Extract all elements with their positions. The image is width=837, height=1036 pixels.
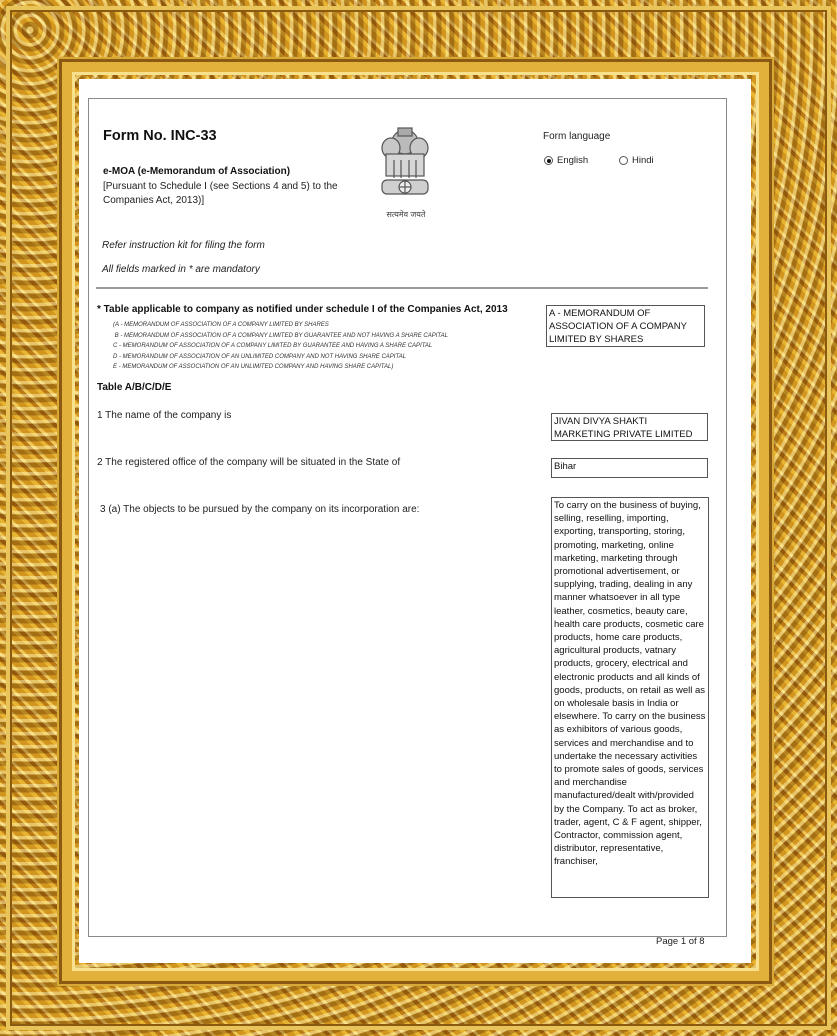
language-option-label: English: [557, 155, 589, 166]
table-applicable-heading: * Table applicable to company as notified under schedule I of the Companies Act, 2013: [97, 304, 508, 315]
registered-state-label: 2 The registered office of the company will be situated in the State of: [97, 457, 401, 468]
registered-state-field[interactable]: Bihar: [551, 458, 708, 478]
table-options-list: [113, 320, 448, 373]
radio-unchecked-icon[interactable]: [619, 156, 628, 165]
form-title: e-MOA (e-Memorandum of Association): [103, 166, 291, 177]
instruction-note: Refer instruction kit for filing the form: [102, 240, 265, 251]
table-option-item: D - MEMORANDUM OF ASSOCIATION OF AN UNLIMITED COMPANY AND NOT HAVING SHARE CAPITAL: [113, 353, 407, 360]
table-abcde-heading: Table A/B/C/D/E: [97, 382, 172, 393]
document-paper: [79, 79, 751, 963]
table-option-item: B - MEMORANDUM OF ASSOCIATION OF A COMPANY LIMITED BY GUARANTEE AND NOT HAVING A SHARE CAPITAL: [113, 332, 448, 339]
form-sheet: [88, 98, 727, 937]
form-language-label: Form language: [543, 131, 611, 142]
objects-label: 3 (a) The objects to be pursued by the company on its incorporation are:: [100, 504, 420, 515]
table-option-item: E - MEMORANDUM OF ASSOCIATION OF AN UNLIMITED COMPANY AND HAVING SHARE CAPITAL): [113, 364, 394, 370]
mandatory-note: All fields marked in * are mandatory: [102, 264, 260, 275]
objects-textarea[interactable]: To carry on the business of buying, selling, reselling, importing, exporting, transporting, storing, promoting, marketing, online marketing, marketing through promotional advertisement, or supplying, trading, dealing in any manner whatsoever in all type leather, cosmetics, beauty care, health care products, cosmetic care products, home care products, agricultural products, vatnary products, grocery, electrical and electronic products and all kinds of goods, products, on retail as well as on wholesale basis in India or elsewhere. To carry on the business as exhibitors of various goods, services and merchandise and to undertake the necessary activities to promote sales of goods, services and merchandise manufactured/dealt with/provided by the Company. To act as broker, trader, agent, C & F agent, shipper, Contractor, commission agent, distributor, representative, franchiser,: [551, 497, 709, 898]
company-name-field[interactable]: JIVAN DIVYA SHAKTI MARKETING PRIVATE LIMITED: [551, 413, 708, 441]
radio-checked-icon[interactable]: [544, 156, 553, 165]
form-pursuant-note: [Pursuant to Schedule I (see Sections 4 and 5) to the Companies Act, 2013)]: [103, 181, 338, 206]
emblem-motto: सत्यमेव जयते: [386, 210, 426, 219]
language-option-hindi[interactable]: [619, 155, 654, 166]
language-option-english[interactable]: [544, 155, 588, 166]
page-number: Page 1 of 8: [656, 936, 705, 947]
table-select-field[interactable]: A - MEMORANDUM OF ASSOCIATION OF A COMPANY LIMITED BY SHARES: [546, 305, 705, 347]
national-emblem-icon: [376, 120, 434, 212]
company-name-label: 1 The name of the company is: [97, 410, 232, 421]
section-divider: [96, 287, 708, 289]
language-option-label: Hindi: [632, 155, 654, 166]
form-number: Form No. INC-33: [103, 128, 217, 144]
table-option-item: C - MEMORANDUM OF ASSOCIATION OF A COMPANY LIMITED BY GUARANTEE AND HAVING A SHARE CAPITAL: [113, 343, 433, 349]
table-option-item: (A - MEMORANDUM OF ASSOCIATION OF A COMPANY LIMITED BY SHARES: [113, 322, 329, 328]
